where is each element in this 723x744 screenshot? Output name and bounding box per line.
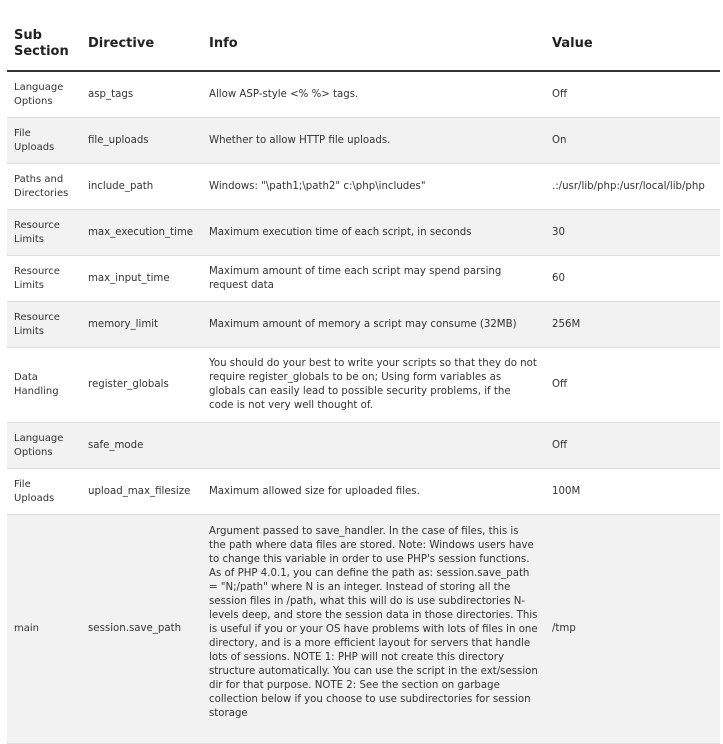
table-row	[7, 71, 720, 118]
header-sub-section: Sub Section	[7, 20, 81, 71]
cell-value: Off	[545, 71, 720, 118]
cell-info: Argument passed to save_handler. In the case of files, this is the path where data files are stored. Note: Windows users have to change this variable in order to use PHP's session functions. As of PHP 4.0.1, you can define the path as: session.save_path = "N;/path" where N is an integer. Instead of storing all the session files in /path, what this will do is use subdirectories N-levels deep, and store the session data in those directories. This is useful if you or your OS have problems with lots of files in one directory, and is a more efficient layout for servers that handle lots of sessions. NOTE 1: PHP will not create this directory structure automatically. You can use the script in the ext/session dir for that purpose. NOTE 2: See the section on garbage collection below if you choose to use subdirectories for session storage	[202, 515, 545, 744]
table-row	[7, 348, 720, 423]
cell-value: 256M	[545, 302, 720, 348]
table-row	[7, 423, 720, 469]
cell-directive: upload_max_filesize	[81, 469, 202, 515]
cell-value: 60	[545, 256, 720, 302]
cell-directive: file_uploads	[81, 118, 202, 164]
cell-info: You should do your best to write your scripts so that they do not require register_globals to be on; Using form variables as globals can easily lead to possible security problems, if the code is not very well thought of.	[202, 348, 545, 423]
header-value: Value	[545, 20, 720, 71]
cell-value: 100M	[545, 469, 720, 515]
cell-directive: safe_mode	[81, 423, 202, 469]
php-directives-table	[7, 20, 720, 744]
cell-directive: max_execution_time	[81, 210, 202, 256]
table-row	[7, 164, 720, 210]
cell-info: Maximum allowed size for uploaded files.	[202, 469, 545, 515]
table-row	[7, 256, 720, 302]
cell-sub-section: Resource Limits	[7, 210, 81, 256]
cell-sub-section: Paths and Directories	[7, 164, 81, 210]
cell-sub-section: File Uploads	[7, 118, 81, 164]
table-body	[7, 71, 720, 744]
cell-sub-section: Resource Limits	[7, 302, 81, 348]
cell-directive: session.save_path	[81, 515, 202, 744]
cell-sub-section: Resource Limits	[7, 256, 81, 302]
cell-info: Allow ASP-style <% %> tags.	[202, 71, 545, 118]
cell-directive: include_path	[81, 164, 202, 210]
cell-info: Maximum amount of memory a script may consume (32MB)	[202, 302, 545, 348]
table-row	[7, 302, 720, 348]
cell-value: On	[545, 118, 720, 164]
cell-sub-section: main	[7, 515, 81, 744]
cell-info: Maximum amount of time each script may spend parsing request data	[202, 256, 545, 302]
cell-value: 30	[545, 210, 720, 256]
table-row	[7, 469, 720, 515]
table-row	[7, 118, 720, 164]
table-row	[7, 210, 720, 256]
cell-value: /tmp	[545, 515, 720, 744]
cell-info	[202, 423, 545, 469]
header-row	[7, 20, 720, 71]
cell-info: Maximum execution time of each script, in seconds	[202, 210, 545, 256]
cell-directive: memory_limit	[81, 302, 202, 348]
table-row	[7, 515, 720, 744]
cell-sub-section: Data Handling	[7, 348, 81, 423]
cell-sub-section: Language Options	[7, 71, 81, 118]
cell-value: Off	[545, 348, 720, 423]
cell-value: Off	[545, 423, 720, 469]
cell-directive: register_globals	[81, 348, 202, 423]
cell-info: Windows: "\path1;\path2" c:\php\includes"	[202, 164, 545, 210]
cell-value: .:/usr/lib/php:/usr/local/lib/php	[545, 164, 720, 210]
table-header	[7, 20, 720, 71]
cell-sub-section: Language Options	[7, 423, 81, 469]
cell-sub-section: File Uploads	[7, 469, 81, 515]
cell-directive: asp_tags	[81, 71, 202, 118]
header-directive: Directive	[81, 20, 202, 71]
cell-info: Whether to allow HTTP file uploads.	[202, 118, 545, 164]
header-info: Info	[202, 20, 545, 71]
cell-directive: max_input_time	[81, 256, 202, 302]
